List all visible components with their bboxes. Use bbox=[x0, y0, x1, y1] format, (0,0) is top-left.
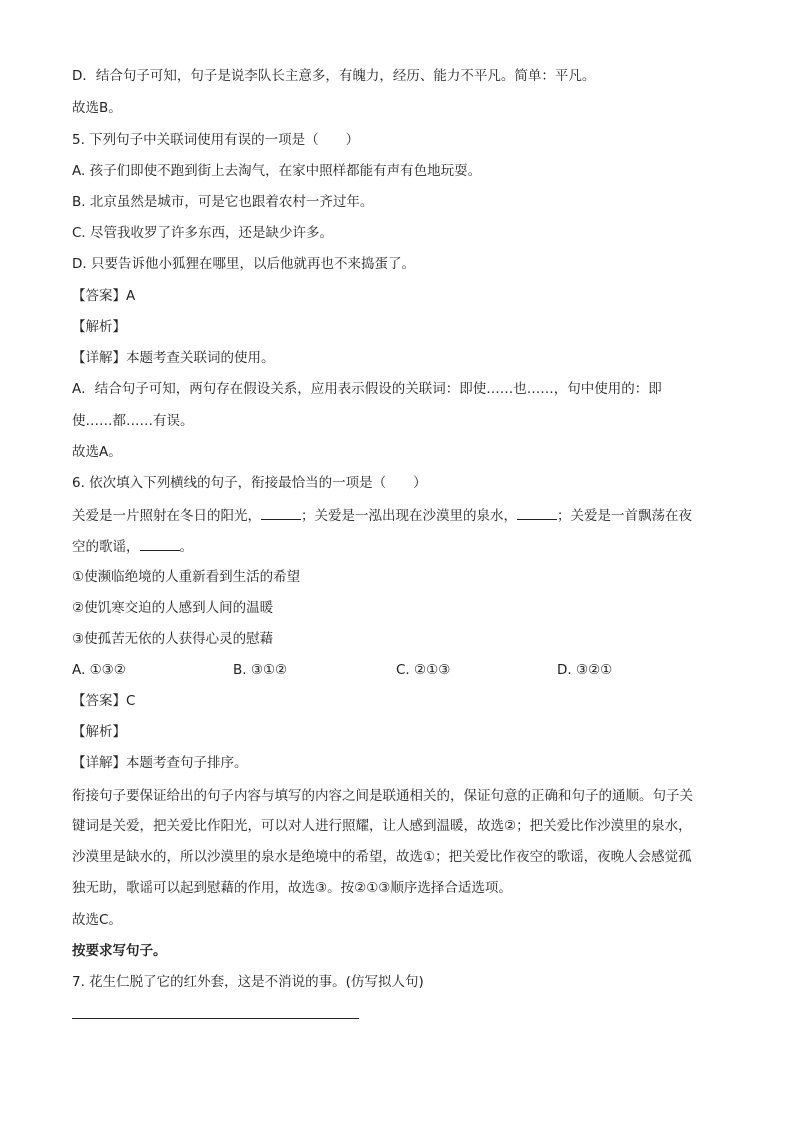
q6-sentence-option-1: ①使濒临绝境的人重新看到生活的希望 bbox=[72, 569, 301, 585]
q6-sentence-option-3: ③使孤苦无依的人获得心灵的慰藉 bbox=[72, 631, 274, 647]
selection-line: 故选B。 bbox=[72, 100, 122, 116]
q6-choice-d: D. ③②① bbox=[557, 662, 613, 678]
fill-blank-2 bbox=[517, 505, 557, 520]
answer-line bbox=[72, 1018, 359, 1019]
q5-detail: 【详解】本题考查关联词的使用。 bbox=[72, 350, 275, 366]
q5-explanation-2: 使……都……有误。 bbox=[72, 413, 194, 429]
q6-sentence-option-2: ②使饥寒交迫的人感到人间的温暖 bbox=[72, 600, 274, 616]
q5-selection: 故选A。 bbox=[72, 444, 122, 460]
fill-blank-1 bbox=[261, 505, 301, 520]
q5-analysis-label: 【解析】 bbox=[72, 319, 126, 335]
section-heading: 按要求写句子。 bbox=[72, 943, 167, 959]
q6-choice-b: B. ③①② bbox=[233, 662, 288, 678]
q6-explanation-4: 独无助，歌谣可以起到慰藉的作用，故选③。按②①③顺序选择合适选项。 bbox=[72, 880, 512, 896]
fill-blank-3 bbox=[140, 536, 180, 551]
q6-answer: 【答案】C bbox=[72, 693, 136, 709]
q6-detail: 【详解】本题考查句子排序。 bbox=[72, 755, 248, 771]
q5-option-b: B. 北京虽然是城市，可是它也跟着农村一齐过年。 bbox=[72, 194, 374, 210]
q6-choice-a: A. ①③② bbox=[72, 662, 126, 678]
q5-option-c: C. 尽管我收罗了许多东西，还是缺少许多。 bbox=[72, 225, 334, 241]
analysis-line: D．结合句子可知，句子是说李队长主意多，有魄力，经历、能力不平凡。简单：平凡。 bbox=[72, 68, 596, 84]
q6-explanation-1: 衔接句子要保证给出的句子内容与填写的内容之间是联通相关的，保证句意的正确和句子的通顺。句子关 bbox=[72, 788, 693, 804]
question-6: 6. 依次填入下列横线的句子，衔接最恰当的一项是（ ） bbox=[72, 475, 427, 491]
q6-sentence-line-2: 空的歌谣， 。 bbox=[72, 536, 193, 557]
q5-explanation-1: A．结合句子可知，两句存在假设关系，应用表示假设的关联词：即使……也……，句中使用的：即 bbox=[72, 381, 662, 397]
q6-analysis-label: 【解析】 bbox=[72, 724, 126, 740]
question-5: 5. 下列句子中关联词使用有误的一项是（ ） bbox=[72, 132, 360, 148]
q6-explanation-2: 键词是关爱，把关爱比作阳光，可以对人进行照耀，让人感到温暖，故选②；把关爱比作沙漠里的泉水， bbox=[72, 818, 692, 834]
q5-option-a: A. 孩子们即使不跑到街上去淘气，在家中照样都能有声有色地玩耍。 bbox=[72, 163, 482, 179]
q6-selection: 故选C。 bbox=[72, 912, 122, 928]
question-7: 7. 花生仁脱了它的红外套，这是不消说的事。(仿写拟人句) bbox=[72, 974, 424, 990]
q5-answer: 【答案】A bbox=[72, 288, 136, 304]
q6-choice-c: C. ②①③ bbox=[396, 662, 451, 678]
q5-option-d: D. 只要告诉他小狐狸在哪里，以后他就再也不来捣蛋了。 bbox=[72, 256, 415, 272]
q6-explanation-3: 沙漠里是缺水的，所以沙漠里的泉水是绝境中的希望，故选①；把关爱比作夜空的歌谣，夜晚人会感觉孤 bbox=[72, 849, 692, 865]
q6-sentence-line-1: 关爱是一片照射在冬日的阳光， ；关爱是一泓出现在沙漠里的泉水， ；关爱是一首飘荡在夜 bbox=[72, 505, 692, 526]
